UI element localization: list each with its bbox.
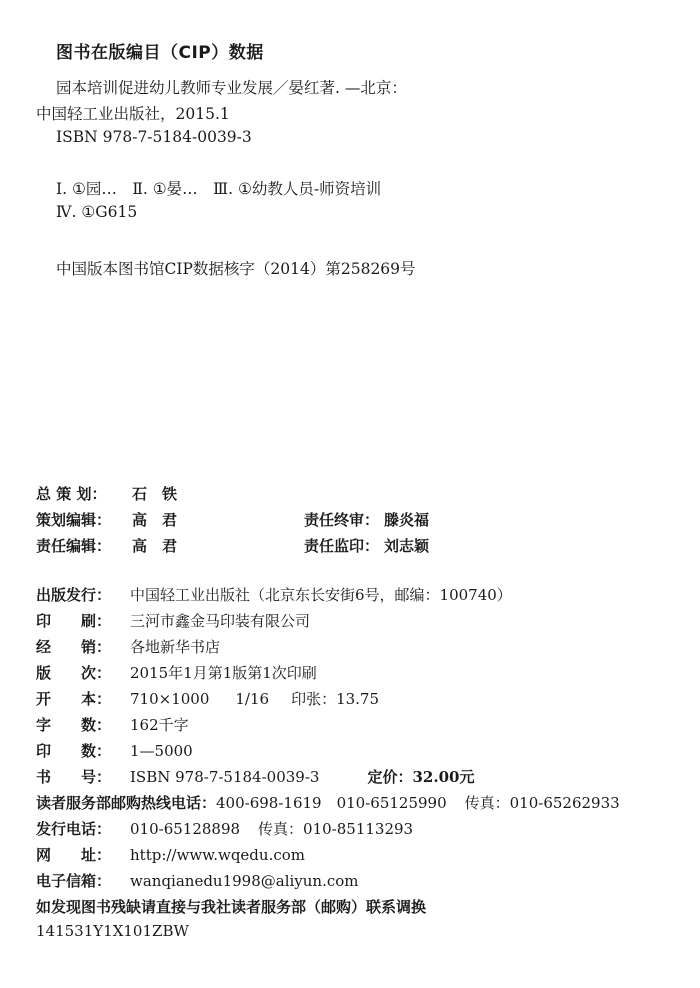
edition-label: 版 次： <box>36 664 112 682</box>
format-size: 710×1000 <box>130 690 210 708</box>
print-sheets: 印张：13.75 <box>291 690 380 708</box>
email-row <box>36 870 359 891</box>
reader-hotline-label: 读者服务部邮购热线电话： <box>36 794 217 812</box>
cip-entry-line1: 园本培训促进幼儿教师专业发展／晏红著. —北京： <box>56 79 407 97</box>
notice-row <box>36 896 426 917</box>
print-run-label: 印 数： <box>36 742 112 760</box>
printer-label: 印 刷： <box>36 612 112 630</box>
edition-row <box>36 662 317 683</box>
planning-editor-label: 策划编辑： <box>36 511 112 529</box>
email-link[interactable]: wanqianedu1998@aliyun.com <box>130 872 359 890</box>
publisher-label: 出版发行： <box>36 586 112 604</box>
sales-phone-row <box>36 818 413 839</box>
responsible-editor: 高 君 <box>132 537 178 555</box>
print-supervisor: 刘志颖 <box>384 537 430 555</box>
format-row <box>36 688 379 709</box>
cip-subjects-line2: Ⅳ. ①G615 <box>56 203 138 221</box>
cip-title: 图书在版编目（CIP）数据 <box>56 43 264 63</box>
book-code: 141531Y1X101ZBW <box>36 922 189 940</box>
chief-planner: 石 铁 <box>132 485 178 503</box>
price: 定价：32.00元 <box>367 768 475 786</box>
website-link[interactable]: http://www.wqedu.com <box>130 846 305 864</box>
reader-fax: 传真：010-65262933 <box>464 794 620 812</box>
final-review-label: 责任终审： <box>304 511 380 529</box>
reader-hotline-row <box>36 792 620 813</box>
word-count: 162千字 <box>130 716 189 734</box>
printer-row <box>36 610 310 631</box>
print-run-row <box>36 740 193 761</box>
book-number: ISBN 978-7-5184-0039-3 <box>130 768 320 786</box>
reader-hotline: 400-698-1619 010-65125990 <box>216 794 447 812</box>
cip-catalog-number: 中国版本图书馆CIP数据核字（2014）第258269号 <box>56 260 416 278</box>
format-label: 开 本： <box>36 690 112 708</box>
distributor-label: 经 销： <box>36 638 112 656</box>
website-label: 网 址： <box>36 846 112 864</box>
book-number-row <box>36 766 474 787</box>
book-number-label: 书 号： <box>36 768 112 786</box>
code-row <box>36 922 189 940</box>
email-label: 电子信箱： <box>36 872 112 890</box>
edition: 2015年1月第1版第1次印刷 <box>130 664 317 682</box>
distributor-row <box>36 636 220 657</box>
responsible-editor-label: 责任编辑： <box>36 537 112 555</box>
cip-subjects-line1: Ⅰ. ①园… Ⅱ. ①晏… Ⅲ. ①幼教人员-师资培训 <box>56 180 382 198</box>
publisher-row <box>36 584 512 605</box>
distributor: 各地新华书店 <box>130 638 221 656</box>
planning-editor: 高 君 <box>132 511 178 529</box>
credit-row-responsible-editor <box>36 535 429 556</box>
website-row <box>36 844 305 865</box>
final-review: 滕炎福 <box>384 511 430 529</box>
format-fold: 1/16 <box>235 690 270 708</box>
cip-entry-line2: 中国轻工业出版社，2015.1 <box>36 105 230 123</box>
printer: 三河市鑫金马印装有限公司 <box>130 612 311 630</box>
credit-row-chief-planner <box>36 483 304 504</box>
sales-phone: 010-65128898 <box>130 820 241 838</box>
credit-row-planning-editor <box>36 509 429 530</box>
sales-phone-label: 发行电话： <box>36 820 112 838</box>
print-run: 1—5000 <box>130 742 193 760</box>
sales-fax: 传真：010-85113293 <box>258 820 414 838</box>
publisher: 中国轻工业出版社（北京东长安街6号，邮编：100740） <box>130 586 512 604</box>
cip-isbn: ISBN 978-7-5184-0039-3 <box>56 128 252 146</box>
notice: 如发现图书残缺请直接与我社读者服务部（邮购）联系调换 <box>36 898 427 916</box>
print-supervisor-label: 责任监印： <box>304 537 380 555</box>
chief-planner-label: 总 策 划： <box>36 485 107 503</box>
word-count-label: 字 数： <box>36 716 112 734</box>
word-count-row <box>36 714 189 735</box>
